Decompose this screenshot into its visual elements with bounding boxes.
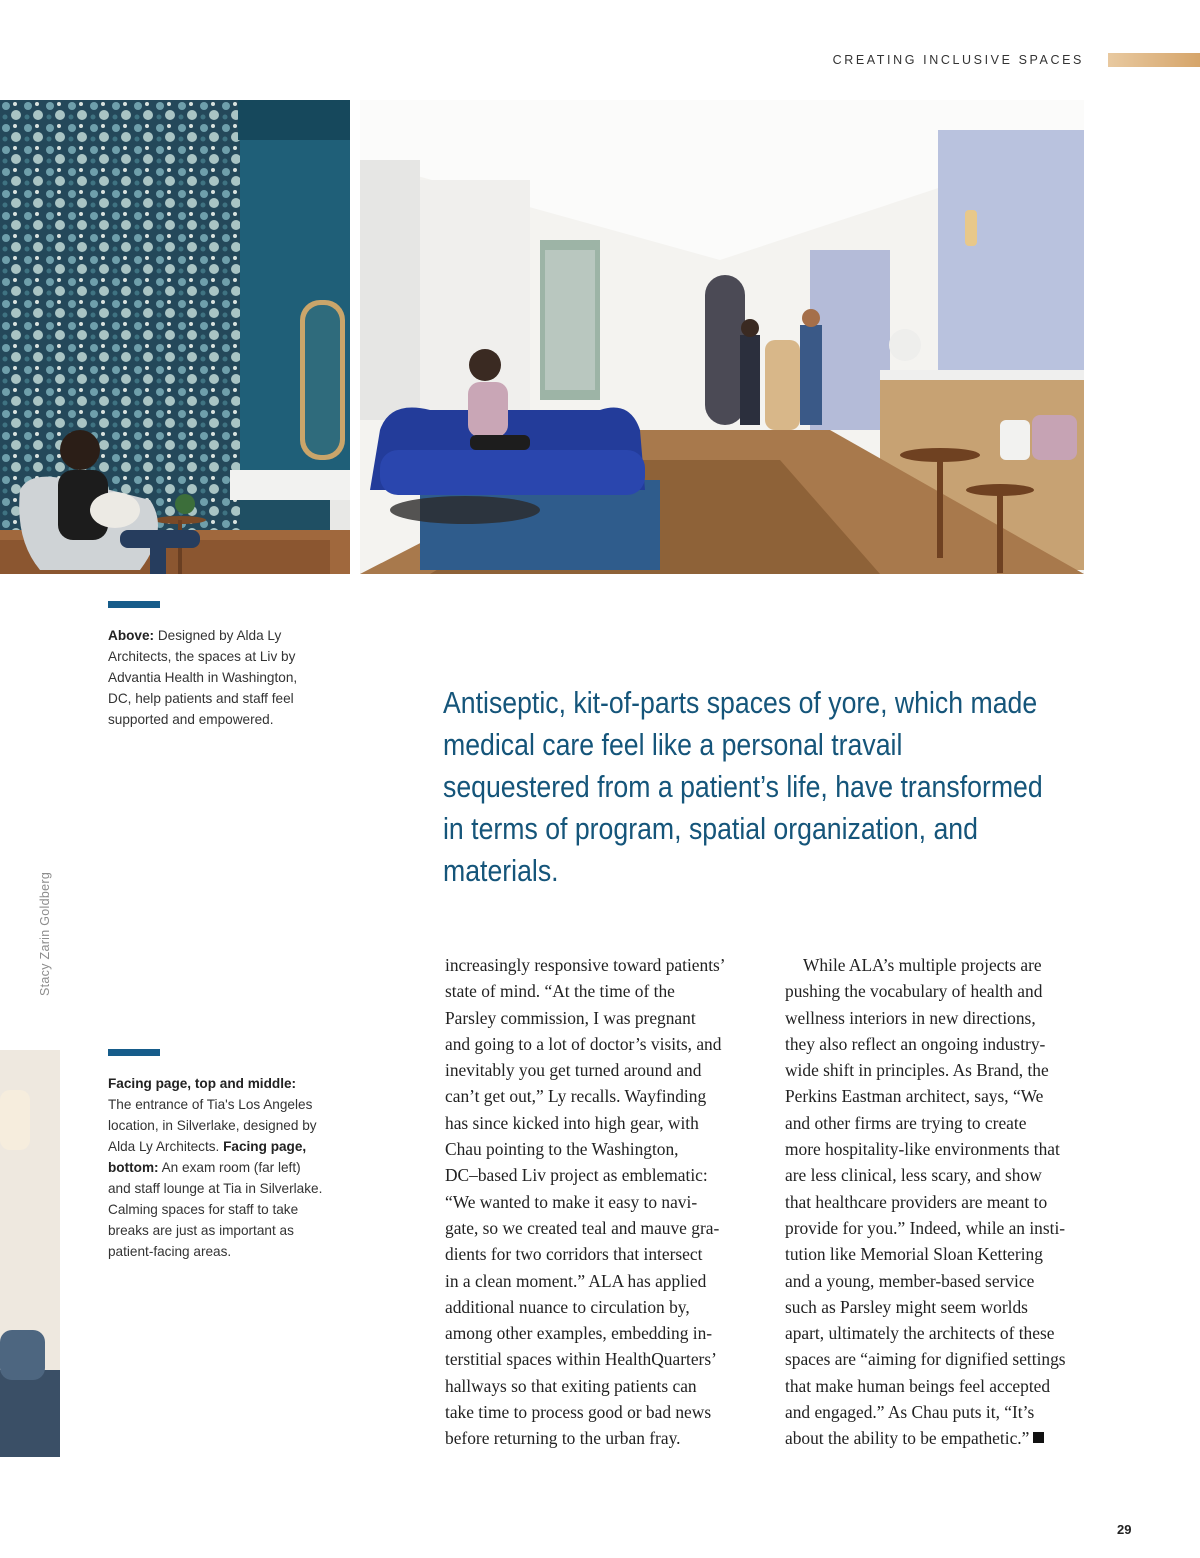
page-number: 29: [1117, 1522, 1132, 1537]
caption-rule-facing: [108, 1049, 160, 1056]
body-line: more hospitality-like environments that: [785, 1139, 1060, 1160]
body-line: state of mind. “At the time of the: [445, 981, 675, 1002]
body-line: tution like Memorial Sloan Kettering: [785, 1244, 1043, 1265]
caption-rule-above: [108, 601, 160, 608]
body-line: wide shift in principles. As Brand, the: [785, 1060, 1049, 1081]
body-line-final: [785, 1425, 1090, 1451]
pull-quote: Antiseptic, kit-of-parts spaces of yore, which made medical care feel like a personal travail sequestered from a patient’s life, have transformed in terms of program, spatial organization, and materials.: [443, 685, 1043, 888]
body-line: and going to a lot of doctor’s visits, and: [445, 1033, 722, 1054]
photo-credit: Stacy Zarin Goldberg: [38, 871, 52, 996]
body-line: has since kicked into high gear, with: [445, 1112, 699, 1133]
body-line: and engaged.” As Chau puts it, “It’s: [785, 1402, 1035, 1423]
caption-facing-text-1: The entrance of Tia's Los Angeles location, in Silverlake, designed by Alda Ly Architects.: [108, 1097, 317, 1154]
caption-facing: [108, 1073, 323, 1262]
body-line: that make human beings feel accepted: [785, 1375, 1051, 1396]
caption-facing-text-2: An exam room (far left) and staff lounge at Tia in Silverlake. Calming spaces for staff to take breaks are just as important as patient-facing areas.: [108, 1160, 323, 1259]
body-line: that healthcare providers are meant to: [785, 1191, 1048, 1212]
body-line: Chau pointing to the Washington,: [445, 1139, 679, 1160]
photo-lounge-chair: [0, 100, 350, 574]
end-mark-icon: [1033, 1432, 1044, 1443]
body-line: gate, so we created teal and mauve gra-: [445, 1217, 720, 1238]
body-line: additional nuance to circulation by,: [445, 1296, 690, 1317]
body-line: While ALA’s multiple projects are: [803, 955, 1042, 975]
body-line: Perkins Eastman architect, says, “We: [785, 1086, 1044, 1107]
body-line: hallways so that exiting patients can: [445, 1375, 697, 1396]
body-line: provide for you.” Indeed, while an insti-: [785, 1217, 1066, 1238]
body-line: take time to process good or bad news: [445, 1402, 712, 1423]
caption-facing-lead-2: Facing page, bottom:: [108, 1139, 307, 1175]
body-line: Parsley commission, I was pregnant: [445, 1007, 696, 1028]
caption-above: [108, 625, 323, 730]
body-line: wellness interiors in new directions,: [785, 1007, 1036, 1028]
body-line: spaces are “aiming for dignified settings: [785, 1349, 1066, 1370]
body-line: increasingly responsive toward patients’: [445, 955, 726, 975]
body-line: dients for two corridors that intersect: [445, 1244, 703, 1265]
caption-facing-lead-1: Facing page, top and middle:: [108, 1076, 297, 1091]
body-line: are less clinical, less scary, and show: [785, 1165, 1042, 1186]
body-line: “We wanted to make it easy to navi-: [445, 1191, 698, 1212]
body-line: in a clean moment.” ALA has applied: [445, 1270, 707, 1291]
body-line: they also reflect an ongoing industry-: [785, 1033, 1046, 1054]
body-line: before returning to the urban fray.: [445, 1428, 681, 1449]
body-line: can’t get out,” Ly recalls. Wayfinding: [445, 1086, 707, 1107]
photo-facing-strip: [0, 1050, 60, 1457]
body-column-1: [445, 952, 760, 1452]
caption-above-text: Designed by Alda Ly Architects, the spaces at Liv by Advantia Health in Washington, DC, help patients and staff feel supported and empowered.: [108, 628, 298, 727]
photo-liv-lobby: [360, 100, 1084, 574]
running-header: CREATING INCLUSIVE SPACES: [832, 53, 1084, 67]
body-line: DC–based Liv project as emblematic:: [445, 1165, 708, 1186]
body-line: among other examples, embedding in-: [445, 1323, 713, 1344]
body-column-2: [785, 952, 1090, 1452]
body-line: inevitably you get turned around and: [445, 1060, 702, 1081]
body-line-final-text: about the ability to be empathetic.”: [785, 1428, 1030, 1449]
header-accent-bar: [1108, 53, 1200, 67]
caption-above-lead: Above:: [108, 628, 155, 643]
body-line: and other firms are trying to create: [785, 1112, 1027, 1133]
body-line: apart, ultimately the architects of these: [785, 1323, 1055, 1344]
body-line: pushing the vocabulary of health and: [785, 981, 1043, 1002]
body-line: terstitial spaces within HealthQuarters’: [445, 1349, 717, 1370]
body-line: and a young, member-based service: [785, 1270, 1035, 1291]
body-line: such as Parsley might seem worlds: [785, 1296, 1028, 1317]
